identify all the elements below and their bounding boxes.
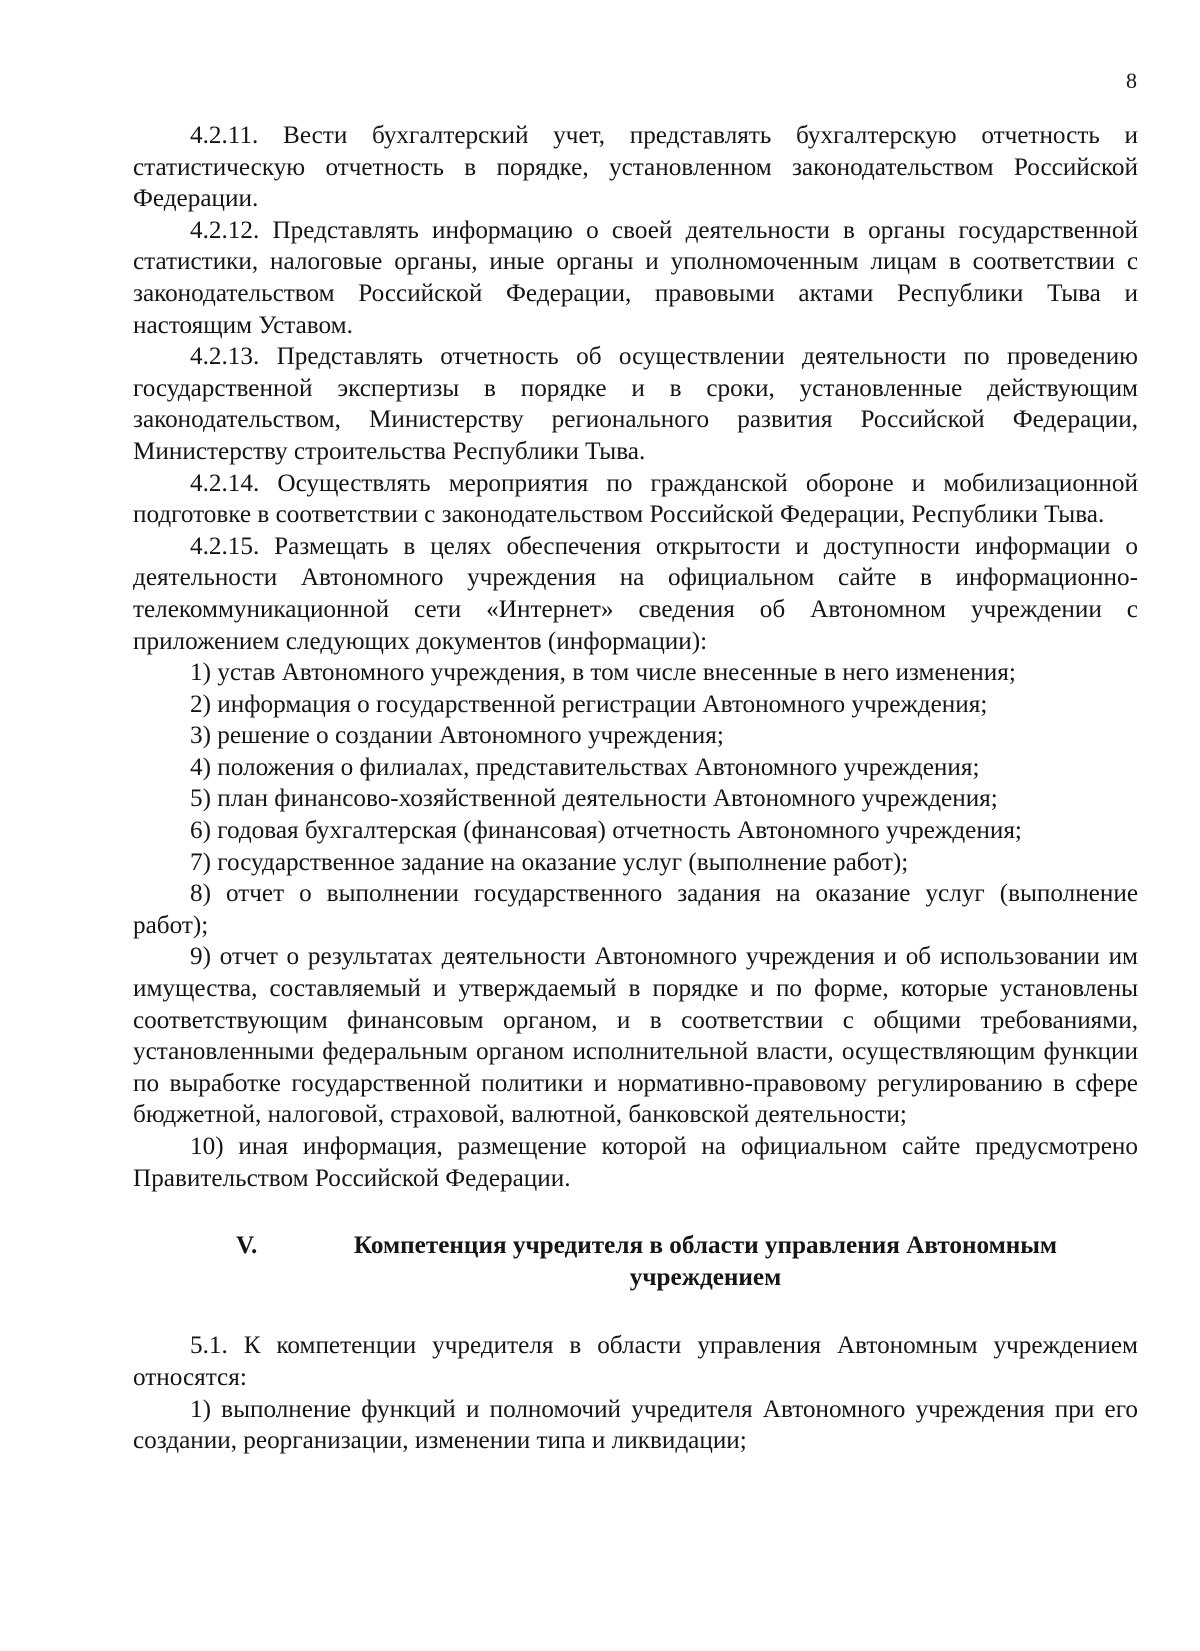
list-item-1: 1) устав Автономного учреждения, в том числе внесенные в него изменения; [190, 659, 1016, 687]
page-number: 8 [1126, 68, 1137, 93]
list-item-3: 3) решение о создании Автономного учреждения; [190, 722, 724, 750]
section-title: Компетенция учредителя в области управления Автономным учреждением [353, 1232, 1058, 1291]
paragraph-5-1: 5.1. К компетенции учредителя в области управления Автономным учреждением относятся: [133, 1332, 1138, 1391]
paragraph-4-2-14: 4.2.14. Осуществлять мероприятия по гражданской обороне и мобилизационной подготовке в соответствии с законодательством Российской Федерации, Республики Тыва. [133, 469, 1138, 529]
list-item-9: 9) отчет о результатах деятельности Автономного учреждения и об использовании им имущества, составляемый и утверждаемый в порядке и по форме, которые установлены соответствующим финансовым органом, и в соответствии с общими требованиями, установленными федеральным органом исполнительной власти, осуществляющим функции по выработке государственной политики и нормативно-правовому регулированию в сфере бюджетной, налоговой, страховой, валютной, банковской деятельности; [133, 943, 1138, 1129]
list-item-6: 6) годовая бухгалтерская (финансовая) отчетность Автономного учреждения; [190, 817, 1022, 845]
list-item-5-1-1: 1) выполнение функций и полномочий учредителя Автономного учреждения при его создании, реорганизации, изменении типа и ликвидации; [133, 1395, 1138, 1455]
paragraph-4-2-11: 4.2.11. Вести бухгалтерский учет, представлять бухгалтерскую отчетность и статистическую отчетность в порядке, установленном законодательством Российской Федерации. [133, 122, 1138, 213]
list-item-4: 4) положения о филиалах, представительствах Автономного учреждения; [190, 753, 980, 781]
list-item-7: 7) государственное задание на оказание услуг (выполнение работ); [190, 848, 909, 876]
list-item-8: 8) отчет о выполнении государственного задания на оказание услуг (выполнение работ); [133, 880, 1138, 939]
section-heading [133, 1230, 1138, 1293]
paragraph-4-2-12: 4.2.12. Представлять информацию о своей деятельности в органы государственной статистики, налоговые органы, иные органы и уполномоченным лицам в соответствии с законодательством Российской Федерации, правовыми актами Республики Тыва и настоящим Уставом. [133, 216, 1138, 339]
section-number: V. [236, 1232, 258, 1260]
paragraph-4-2-13: 4.2.13. Представлять отчетность об осуществлении деятельности по проведению государственной экспертизы в порядке и в сроки, установленные действующим законодательством, Министерству регионального развития Российской Федерации, Министерству строительства Республики Тыва. [133, 343, 1138, 465]
list-item-2: 2) информация о государственной регистрации Автономного учреждения; [190, 690, 988, 718]
list-item-5: 5) план финансово-хозяйственной деятельности Автономного учреждения; [190, 785, 998, 813]
document-body [133, 120, 1138, 1457]
list-item-10: 10) иная информация, размещение которой на официальном сайте предусмотрено Правительством Российской Федерации. [133, 1133, 1138, 1192]
paragraph-4-2-15: 4.2.15. Размещать в целях обеспечения открытости и доступности информации о деятельности Автономного учреждения на официальном сайте в информационно-телекоммуникационной сети «Интернет» сведения об Автономном учреждении с приложением следующих документов (информации): [133, 532, 1138, 655]
